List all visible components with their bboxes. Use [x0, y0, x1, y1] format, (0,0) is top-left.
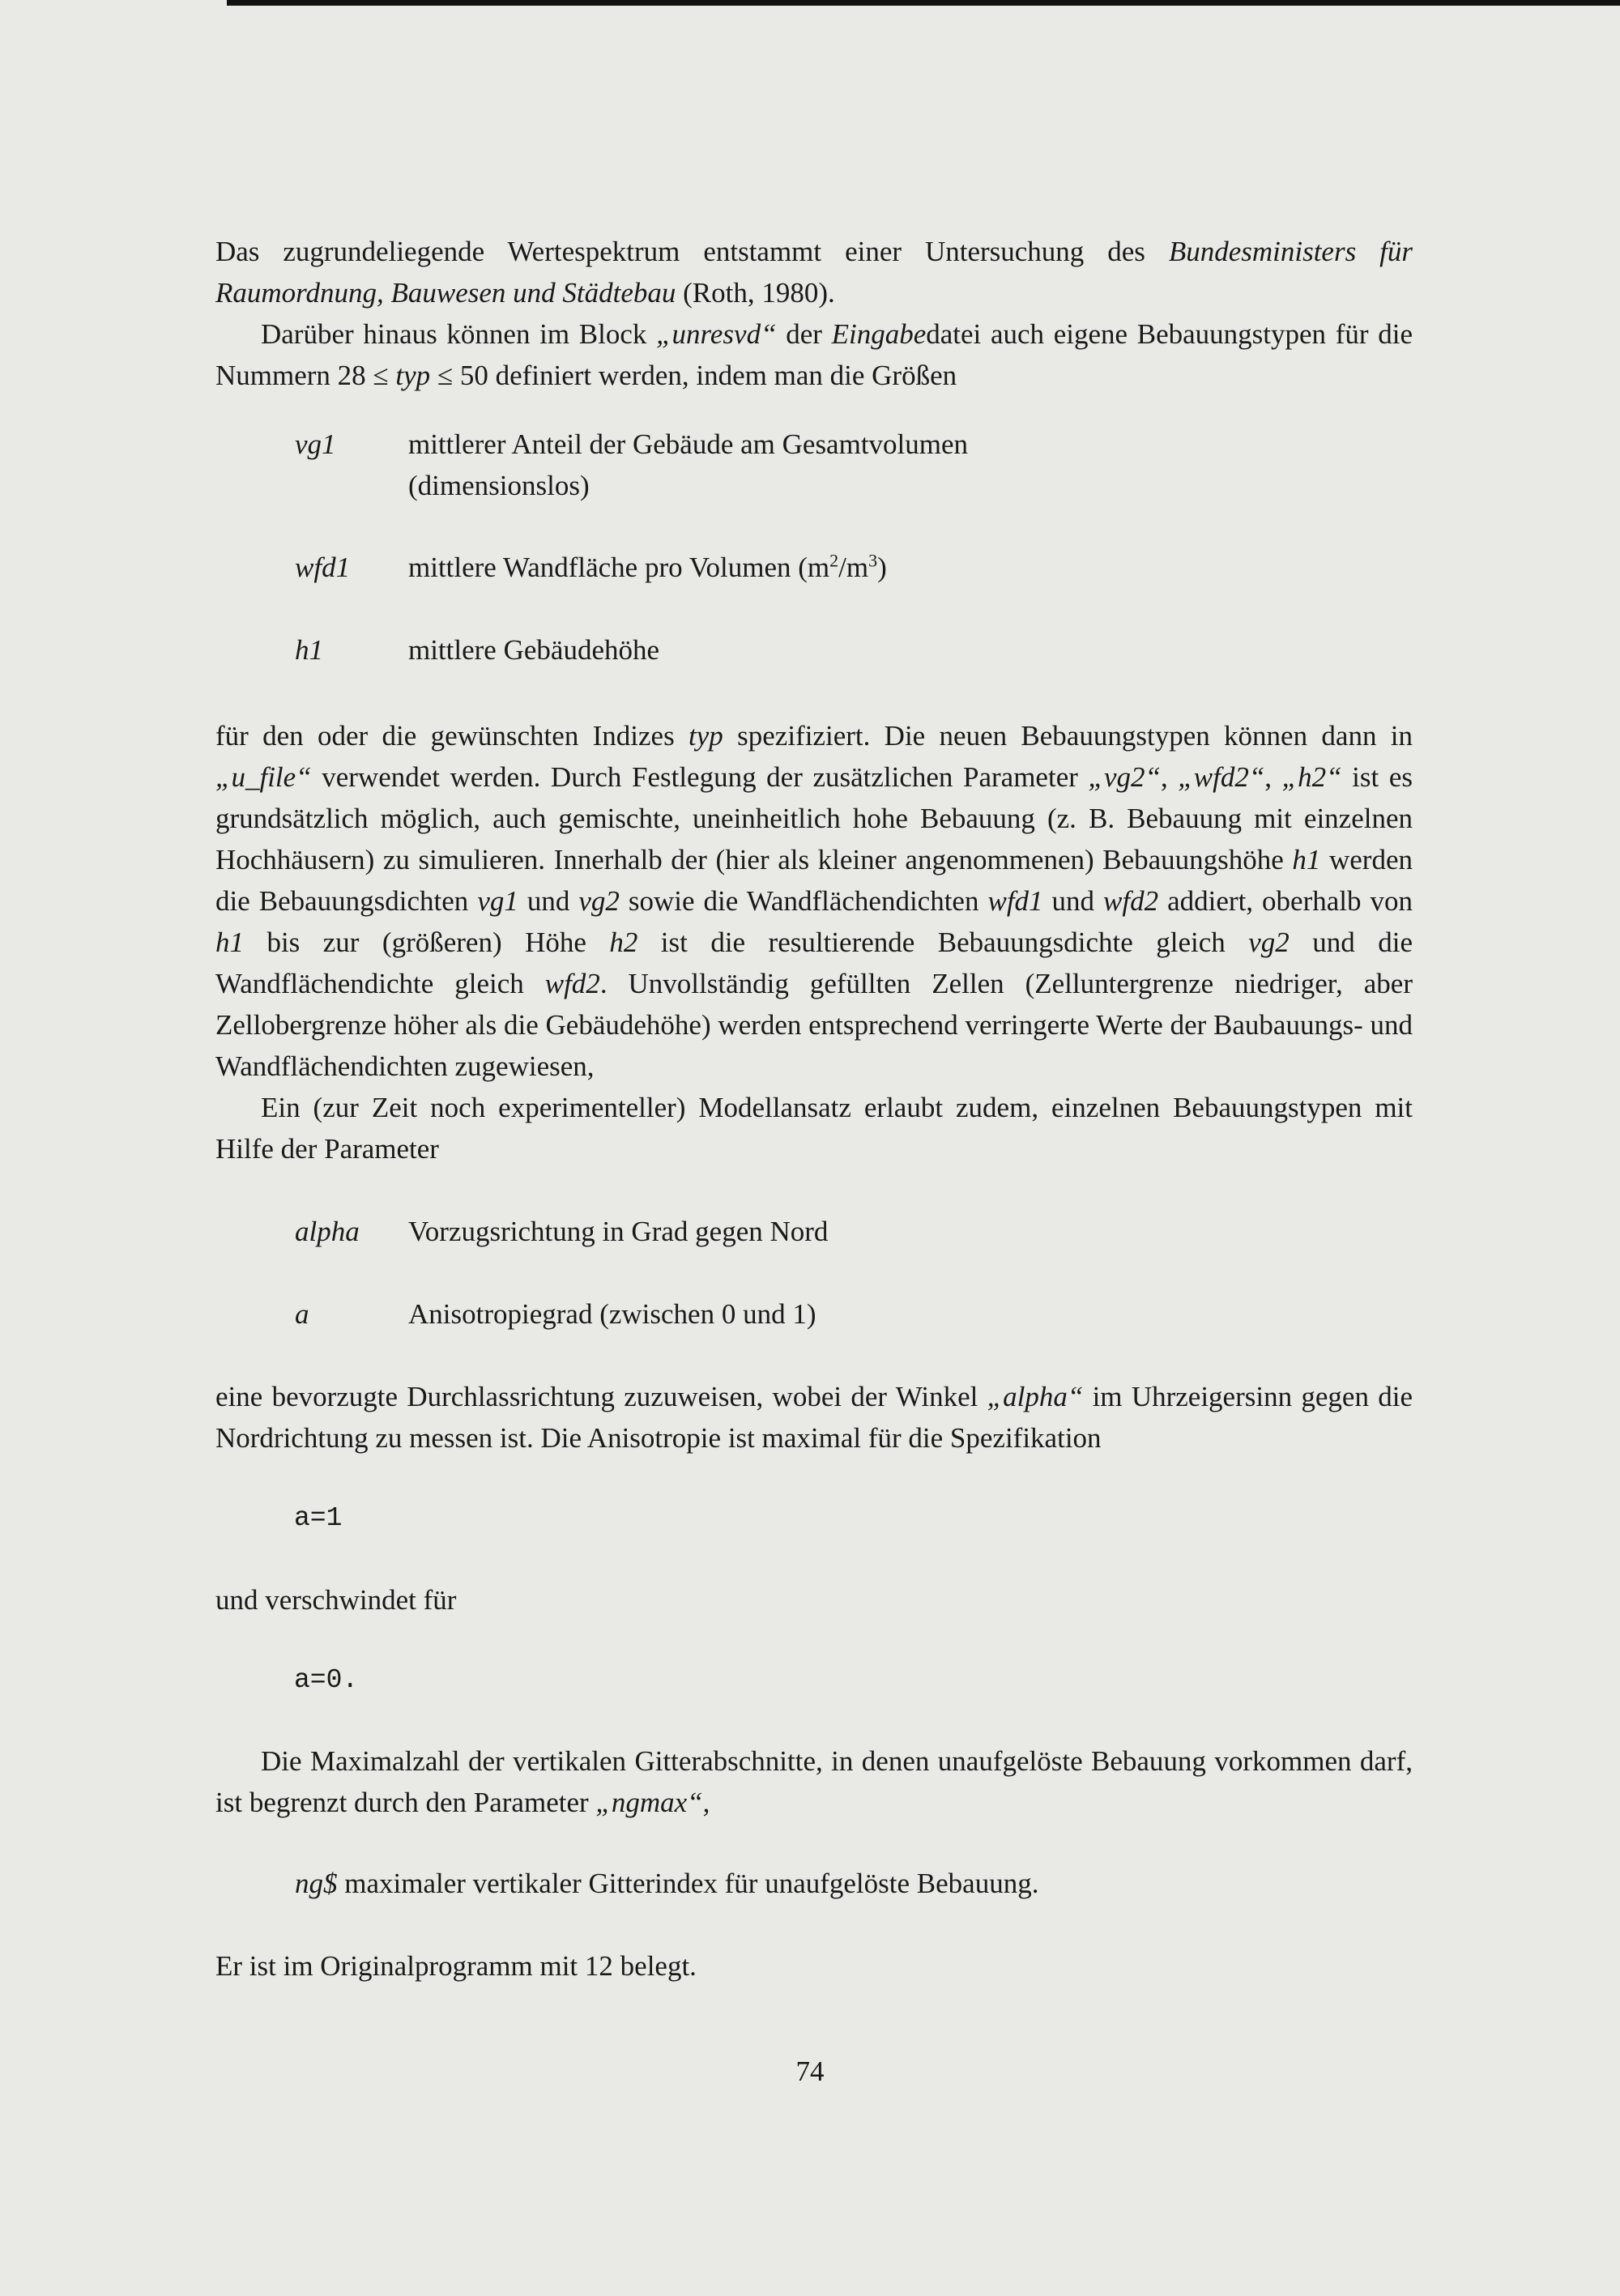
text: ) [877, 552, 887, 583]
definition-term: a [295, 1298, 309, 1330]
definition-term: vg1 [295, 428, 336, 460]
text: eine bevorzugte Durchlassrichtung zuzuweisen, wobei der Winkel [215, 1381, 987, 1412]
paragraph-ngmax [215, 1740, 1413, 1823]
definition-ngmax [215, 1863, 1413, 1904]
definition-term: alpha [295, 1216, 360, 1247]
text: spezifiziert. Die neuen Bebauungstypen können dann in [723, 720, 1413, 752]
text: . Unvollständig gefüllten Zellen (Zelluntergrenze niedriger, aber Zellobergrenze höher als die Gebäudehöhe) werden entsprechend verringerte Werte der Baubauungs- und Wandflächendichten zugewiesen, [215, 968, 1413, 1082]
text: Das zugrundeliegende Wertespektrum entstammt einer Untersuchung des [215, 236, 1169, 267]
definition-list-1 [215, 424, 1413, 671]
text: addiert, oberhalb von [1158, 885, 1413, 917]
italic-text: „wfd2“ [1178, 761, 1265, 793]
text: /m [838, 552, 869, 583]
text: ist es grundsätzlich möglich, auch gemischte, uneinheitlich hohe Bebauung (z. B. Bebauung mit einzelnen Hochhäusern) zu simulieren. Innerhalb der (hier als kleiner angenommenen) Bebauungshöhe [215, 761, 1413, 875]
italic-text: wfd2 [1103, 885, 1159, 917]
scan-top-edge [227, 0, 1620, 6]
page-number: 74 [795, 2055, 825, 2087]
text: und [518, 885, 579, 917]
definition-vg1 [215, 424, 1413, 506]
italic-text: h1 [215, 926, 244, 958]
paragraph-anisotropy [215, 1376, 1413, 1459]
text: mittlerer Anteil der Gebäude am Gesamtvolumen [408, 428, 969, 460]
text: sowie die Wandflächendichten [619, 885, 988, 917]
definition-term: h1 [295, 634, 323, 666]
superscript: 3 [868, 550, 878, 571]
italic-text: Bundesministers für Raumordnung, Bauwesen und Städtebau [215, 236, 1413, 309]
superscript: 2 [829, 550, 839, 571]
text: mittlere Wandfläche pro Volumen (m [408, 552, 830, 583]
text: bis zur (größeren) Höhe [244, 926, 610, 958]
italic-text: typ [395, 360, 431, 391]
text: werden die Bebauungsdichten [215, 844, 1413, 917]
definition-desc: Vorzugsrichtung in Grad gegen Nord [408, 1216, 829, 1247]
text: , [702, 1787, 710, 1818]
text: Ein (zur Zeit noch experimenteller) Modellansatz erlaubt zudem, einzelnen Bebauungstypen mit Hilfe der Parameter [215, 1092, 1413, 1165]
definition-term: wfd1 [295, 552, 351, 583]
definition-list-2 [215, 1211, 1413, 1335]
italic-text: typ [688, 720, 723, 752]
definition-desc: Anisotropiegrad (zwischen 0 und 1) [408, 1298, 816, 1330]
text: (Roth, 1980). [676, 277, 835, 309]
text: und die Wandflächendichte gleich [215, 926, 1413, 999]
text: der [776, 318, 832, 350]
code-line: a=0. [294, 1665, 359, 1695]
definition-wfd1 [215, 547, 1413, 588]
code-line: a=1 [294, 1503, 343, 1533]
definition-line [295, 1863, 1038, 1904]
italic-text: „h2“ [1281, 761, 1342, 793]
italic-text: vg1 [477, 885, 518, 917]
definition-term: ng$ [295, 1868, 338, 1899]
paragraph-unresvd [215, 313, 1413, 396]
italic-text: vg2 [578, 885, 620, 917]
text: ist die resultierende Bebauungsdichte gleich [637, 926, 1249, 958]
definition-desc: maximaler vertikaler Gitterindex für unaufgelöste Bebauung. [337, 1868, 1039, 1899]
text: , [1160, 761, 1179, 793]
italic-text: vg2 [1248, 926, 1290, 958]
definition-desc [408, 424, 1413, 506]
paragraph-original: Er ist im Originalprogramm mit 12 belegt. [215, 1950, 697, 1982]
text: Die Maximalzahl der vertikalen Gitterabschnitte, in denen unaufgelöste Bebauung vorkommen darf, ist begrenzt durch den Parameter [215, 1745, 1413, 1818]
text: , [1264, 761, 1282, 793]
paragraph-parameters [215, 715, 1413, 1087]
italic-text: „alpha“ [987, 1381, 1084, 1412]
definition-desc: mittlere Gebäudehöhe [408, 634, 660, 666]
document-page [215, 231, 1413, 1987]
italic-text: „ngmax“ [595, 1787, 703, 1818]
text: verwendet werden. Durch Festlegung der zusätzlichen Parameter [311, 761, 1089, 793]
italic-text: „unresvd“ [656, 318, 777, 350]
text: Darüber hinaus können im Block [261, 318, 657, 350]
paragraph-model [215, 1087, 1413, 1169]
italic-text: h2 [609, 926, 638, 958]
text: ≤ 50 definiert werden, indem man die Größen [430, 360, 957, 391]
text: (dimensionslos) [408, 470, 590, 501]
definition-desc [408, 547, 1413, 588]
text: im Uhrzeigersinn gegen die Nordrichtung zu messen ist. Die Anisotropie ist maximal für die Spezifikation [215, 1381, 1413, 1454]
italic-text: h1 [1292, 844, 1321, 875]
paragraph-source [215, 231, 1413, 313]
italic-text: wfd1 [987, 885, 1043, 917]
italic-text: Eingabe [831, 318, 927, 350]
text: datei auch eigene Bebauungstypen für die Nummern 28 ≤ [215, 318, 1413, 391]
italic-text: „u_file“ [215, 761, 312, 793]
definition-h1 [215, 629, 1413, 671]
text: und [1042, 885, 1104, 917]
italic-text: wfd2 [544, 968, 600, 999]
definition-alpha [215, 1211, 1413, 1252]
paragraph-vanish: und verschwindet für [215, 1584, 457, 1616]
italic-text: „vg2“ [1088, 761, 1161, 793]
definition-a [215, 1293, 1413, 1335]
text: für den oder die gewünschten Indizes [215, 720, 689, 752]
